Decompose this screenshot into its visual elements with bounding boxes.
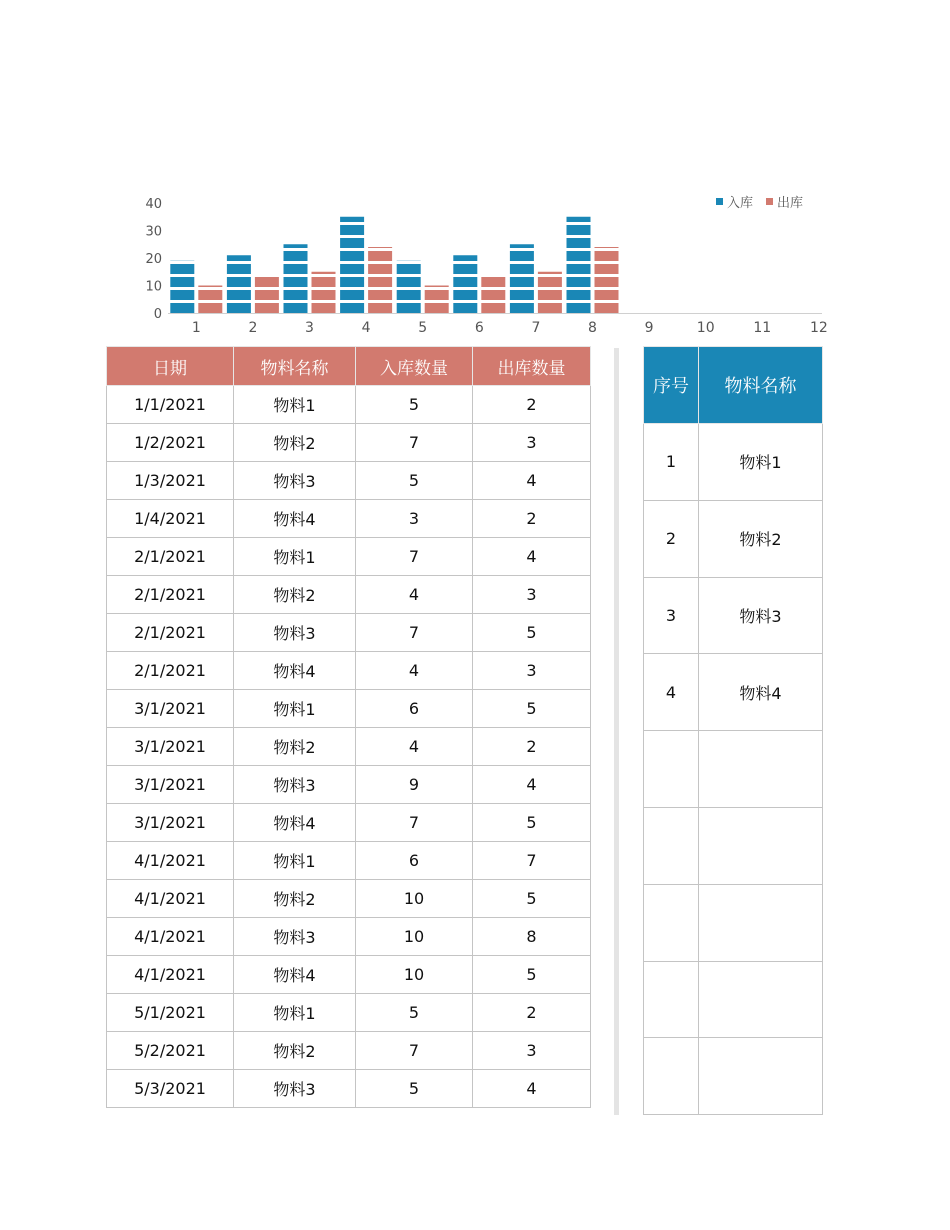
main_table-cell[interactable]: 2 bbox=[473, 994, 591, 1032]
bar-segment bbox=[453, 255, 477, 261]
main_table-cell[interactable]: 7 bbox=[356, 804, 473, 842]
main_table-cell[interactable]: 4 bbox=[356, 652, 473, 690]
table-row bbox=[644, 577, 823, 654]
x-tick-label: 11 bbox=[753, 320, 772, 336]
bar-segment bbox=[170, 290, 194, 300]
main_table-header-cell: 物料名称 bbox=[234, 347, 356, 386]
bar-segment bbox=[340, 264, 364, 274]
bar-outbound bbox=[312, 272, 336, 313]
main_table-cell[interactable]: 3 bbox=[473, 1032, 591, 1070]
table-row bbox=[107, 1032, 591, 1070]
x-tick-label: 10 bbox=[696, 320, 715, 336]
main_table-cell[interactable]: 物料2 bbox=[234, 880, 356, 918]
table-row bbox=[107, 766, 591, 804]
bar-segment bbox=[368, 290, 392, 300]
bar-segment bbox=[227, 255, 251, 261]
bar-segment bbox=[368, 251, 392, 261]
bar-inbound bbox=[453, 255, 477, 313]
x-tick-label: 4 bbox=[361, 320, 371, 336]
bar-segment bbox=[397, 264, 421, 274]
y-tick-label: 20 bbox=[145, 252, 162, 267]
main_table-cell[interactable]: 5 bbox=[356, 462, 473, 500]
y-tick-label: 30 bbox=[145, 224, 162, 240]
divider bbox=[614, 348, 619, 1115]
main_table-cell[interactable]: 3 bbox=[473, 576, 591, 614]
bar-segment bbox=[397, 277, 421, 287]
bar-segment bbox=[340, 217, 364, 222]
bar-outbound bbox=[368, 247, 392, 313]
main_table-cell[interactable]: 7 bbox=[356, 538, 473, 576]
bar-segment bbox=[340, 225, 364, 235]
main_table-cell[interactable]: 物料4 bbox=[234, 652, 356, 690]
bar-segment bbox=[397, 290, 421, 300]
side_table-header-cell: 序号 bbox=[644, 347, 699, 424]
main_table-cell[interactable]: 10 bbox=[356, 918, 473, 956]
side_table-cell[interactable]: 物料3 bbox=[699, 577, 823, 654]
main_table-cell[interactable]: 3/1/2021 bbox=[107, 804, 234, 842]
legend-swatch bbox=[716, 198, 723, 205]
bar-segment bbox=[453, 277, 477, 287]
side_table-header-cell: 物料名称 bbox=[699, 347, 823, 424]
table-row bbox=[107, 690, 591, 728]
bar-segment bbox=[198, 290, 222, 300]
main_table-cell[interactable]: 1/4/2021 bbox=[107, 500, 234, 538]
bar-inbound bbox=[510, 244, 534, 313]
table-row bbox=[644, 807, 823, 884]
bar-segment bbox=[510, 277, 534, 287]
table-row bbox=[107, 462, 591, 500]
bar-segment bbox=[312, 303, 336, 313]
main_table-cell[interactable]: 5 bbox=[473, 614, 591, 652]
table-row bbox=[107, 538, 591, 576]
bar-segment bbox=[227, 290, 251, 300]
main_table-cell[interactable]: 物料2 bbox=[234, 576, 356, 614]
main_table-header-cell: 出库数量 bbox=[473, 347, 591, 386]
bar-segment bbox=[284, 264, 308, 274]
table-row bbox=[644, 500, 823, 577]
bar-segment bbox=[453, 303, 477, 313]
bar-segment bbox=[567, 264, 591, 274]
table-row bbox=[644, 961, 823, 1038]
bar-segment bbox=[510, 290, 534, 300]
main_table-cell[interactable]: 4/1/2021 bbox=[107, 918, 234, 956]
x-tick-label: 8 bbox=[588, 320, 597, 336]
x-tick-label: 6 bbox=[474, 320, 484, 336]
bar-segment bbox=[481, 303, 505, 313]
bar-inbound bbox=[567, 217, 591, 313]
bar-segment bbox=[284, 251, 308, 261]
bar-segment bbox=[567, 277, 591, 287]
main_table-cell[interactable]: 4/1/2021 bbox=[107, 842, 234, 880]
bar-segment bbox=[595, 303, 619, 313]
main_table-cell[interactable]: 4 bbox=[473, 462, 591, 500]
main_table-header-cell: 入库数量 bbox=[356, 347, 473, 386]
main_table-cell[interactable]: 物料1 bbox=[234, 690, 356, 728]
bar-segment bbox=[227, 303, 251, 313]
bar-segment bbox=[595, 264, 619, 274]
bar-segment bbox=[567, 290, 591, 300]
main_table-cell[interactable]: 物料3 bbox=[234, 462, 356, 500]
main_table-cell[interactable]: 物料4 bbox=[234, 804, 356, 842]
table-row bbox=[644, 424, 823, 501]
main_table-cell[interactable]: 10 bbox=[356, 880, 473, 918]
main_table-cell[interactable]: 物料4 bbox=[234, 956, 356, 994]
bar-segment bbox=[284, 244, 308, 248]
side_table-cell[interactable]: 1 bbox=[644, 424, 699, 501]
bar-segment bbox=[170, 303, 194, 313]
main_table-cell[interactable]: 2 bbox=[473, 728, 591, 766]
bar-segment bbox=[284, 290, 308, 300]
bar-segment bbox=[170, 277, 194, 287]
table-row bbox=[107, 576, 591, 614]
bar-segment bbox=[567, 225, 591, 235]
bar-segment bbox=[170, 264, 194, 274]
bar-segment bbox=[595, 290, 619, 300]
side_table-cell[interactable] bbox=[644, 807, 699, 884]
bar-segment bbox=[595, 277, 619, 287]
bar-outbound bbox=[538, 272, 562, 313]
bar-segment bbox=[368, 277, 392, 287]
bar-outbound bbox=[255, 277, 279, 313]
bar-segment bbox=[425, 286, 449, 288]
side_table-cell[interactable]: 2 bbox=[644, 500, 699, 577]
bar-segment bbox=[198, 286, 222, 288]
main_table-cell[interactable]: 4 bbox=[473, 766, 591, 804]
legend-label: 出库 bbox=[777, 196, 804, 211]
x-tick-label: 9 bbox=[644, 320, 654, 336]
main_table-cell[interactable]: 1/3/2021 bbox=[107, 462, 234, 500]
main_table-cell[interactable]: 4 bbox=[473, 1070, 591, 1108]
bar-segment bbox=[538, 303, 562, 313]
main_table-cell[interactable]: 3 bbox=[356, 500, 473, 538]
table-row bbox=[107, 994, 591, 1032]
main_table-cell[interactable]: 6 bbox=[356, 690, 473, 728]
main_table-cell[interactable]: 物料3 bbox=[234, 766, 356, 804]
bar-segment bbox=[397, 303, 421, 313]
bar-segment bbox=[284, 277, 308, 287]
table-row bbox=[107, 956, 591, 994]
bar-outbound bbox=[481, 277, 505, 313]
table-row bbox=[107, 880, 591, 918]
bar-inbound bbox=[284, 244, 308, 313]
main_table-cell[interactable]: 2 bbox=[473, 386, 591, 424]
main_table-cell[interactable]: 8 bbox=[473, 918, 591, 956]
side_table-cell[interactable] bbox=[644, 1038, 699, 1115]
main_table-cell[interactable]: 2/1/2021 bbox=[107, 576, 234, 614]
bar-segment bbox=[425, 290, 449, 300]
inventory-table bbox=[106, 346, 591, 1108]
bar-segment bbox=[368, 264, 392, 274]
main_table-cell[interactable]: 5 bbox=[473, 690, 591, 728]
main_table-cell[interactable]: 5 bbox=[356, 994, 473, 1032]
main_table-cell[interactable]: 物料3 bbox=[234, 918, 356, 956]
legend-label: 入库 bbox=[727, 196, 754, 211]
side_table-cell[interactable] bbox=[644, 961, 699, 1038]
table-row bbox=[107, 1070, 591, 1108]
bar-segment bbox=[510, 264, 534, 274]
table-row bbox=[107, 500, 591, 538]
material-table bbox=[643, 346, 823, 1115]
table-row bbox=[107, 804, 591, 842]
main_table-cell[interactable]: 9 bbox=[356, 766, 473, 804]
bar-segment bbox=[538, 272, 562, 274]
bar-segment bbox=[227, 264, 251, 274]
bar-segment bbox=[255, 290, 279, 300]
x-tick-label: 7 bbox=[531, 320, 541, 336]
bar-segment bbox=[595, 247, 619, 248]
bar-inbound bbox=[340, 217, 364, 313]
bar-segment bbox=[567, 303, 591, 313]
x-tick-label: 1 bbox=[191, 320, 201, 336]
main_table-cell[interactable]: 3/1/2021 bbox=[107, 766, 234, 804]
main_table-cell[interactable]: 5/2/2021 bbox=[107, 1032, 234, 1070]
x-tick-label: 12 bbox=[809, 320, 828, 336]
x-tick-label: 5 bbox=[418, 320, 428, 336]
side_table-cell[interactable] bbox=[644, 884, 699, 961]
bar-segment bbox=[510, 303, 534, 313]
side_table-cell[interactable]: 物料4 bbox=[699, 654, 823, 731]
main_table-cell[interactable]: 物料1 bbox=[234, 842, 356, 880]
main_table-cell[interactable]: 5 bbox=[356, 1070, 473, 1108]
bar-segment bbox=[538, 277, 562, 287]
table-row bbox=[644, 731, 823, 808]
table-row bbox=[107, 728, 591, 766]
main_table-cell[interactable]: 2 bbox=[473, 500, 591, 538]
side_table-cell[interactable] bbox=[699, 807, 823, 884]
main_table-cell[interactable]: 2/1/2021 bbox=[107, 538, 234, 576]
y-tick-label: 40 bbox=[145, 197, 162, 212]
main_table-cell[interactable]: 1/1/2021 bbox=[107, 386, 234, 424]
bar-segment bbox=[510, 244, 534, 248]
bar-segment bbox=[567, 217, 591, 222]
side_table-cell[interactable] bbox=[644, 731, 699, 808]
bar-segment bbox=[425, 303, 449, 313]
side_table-cell[interactable]: 物料1 bbox=[699, 424, 823, 501]
bar-segment bbox=[312, 290, 336, 300]
bar-inbound bbox=[227, 255, 251, 313]
side_table-cell[interactable] bbox=[699, 884, 823, 961]
bar-segment bbox=[340, 238, 364, 248]
side_table-cell[interactable] bbox=[699, 1038, 823, 1115]
x-tick-label: 3 bbox=[305, 320, 314, 336]
main_table-cell[interactable]: 3/1/2021 bbox=[107, 690, 234, 728]
main_table-cell[interactable]: 物料2 bbox=[234, 728, 356, 766]
main_table-cell[interactable]: 5/3/2021 bbox=[107, 1070, 234, 1108]
main_table-cell[interactable]: 1/2/2021 bbox=[107, 424, 234, 462]
main_table-cell[interactable]: 3 bbox=[473, 652, 591, 690]
table-row bbox=[107, 652, 591, 690]
main_table-cell[interactable]: 5 bbox=[473, 804, 591, 842]
main_table-cell[interactable]: 7 bbox=[356, 1032, 473, 1070]
bar-segment bbox=[481, 290, 505, 300]
bar-segment bbox=[340, 251, 364, 261]
bar-segment bbox=[453, 264, 477, 274]
bar-segment bbox=[453, 290, 477, 300]
bar-segment bbox=[595, 251, 619, 261]
main_table-cell[interactable]: 物料1 bbox=[234, 994, 356, 1032]
main_table-cell[interactable]: 2/1/2021 bbox=[107, 652, 234, 690]
bar-segment bbox=[255, 303, 279, 313]
main_table-cell[interactable]: 7 bbox=[356, 614, 473, 652]
main_table-cell[interactable]: 物料3 bbox=[234, 1070, 356, 1108]
bar-outbound bbox=[198, 286, 222, 314]
main_table-cell[interactable]: 物料3 bbox=[234, 614, 356, 652]
table-row bbox=[107, 614, 591, 652]
table-row bbox=[107, 386, 591, 424]
bar-segment bbox=[481, 277, 505, 287]
bar-segment bbox=[567, 251, 591, 261]
bar-inbound bbox=[170, 261, 194, 313]
bar-segment bbox=[368, 247, 392, 248]
main_table-cell[interactable]: 物料1 bbox=[234, 538, 356, 576]
bar-segment bbox=[312, 277, 336, 287]
table-row bbox=[107, 424, 591, 462]
main_table-cell[interactable]: 4 bbox=[356, 728, 473, 766]
bar-segment bbox=[368, 303, 392, 313]
bar-segment bbox=[510, 251, 534, 261]
bar-outbound bbox=[425, 286, 449, 314]
main_table-cell[interactable]: 物料2 bbox=[234, 424, 356, 462]
side_table-cell[interactable] bbox=[699, 961, 823, 1038]
table-row bbox=[644, 654, 823, 731]
bar-segment bbox=[312, 272, 336, 274]
main_table-cell[interactable]: 10 bbox=[356, 956, 473, 994]
main_table-cell[interactable]: 4 bbox=[356, 576, 473, 614]
y-tick-label: 10 bbox=[145, 279, 162, 295]
side_table-cell[interactable]: 物料2 bbox=[699, 500, 823, 577]
table-row bbox=[107, 842, 591, 880]
bar-segment bbox=[198, 303, 222, 313]
bar-segment bbox=[340, 277, 364, 287]
x-tick-label: 2 bbox=[248, 320, 258, 336]
bar-segment bbox=[227, 277, 251, 287]
main_table-cell[interactable]: 6 bbox=[356, 842, 473, 880]
side_table-cell[interactable]: 3 bbox=[644, 577, 699, 654]
y-tick-label: 0 bbox=[153, 307, 162, 322]
table-row bbox=[644, 884, 823, 961]
main_table-cell[interactable]: 物料1 bbox=[234, 386, 356, 424]
bar-segment bbox=[567, 238, 591, 248]
bar-segment bbox=[340, 290, 364, 300]
main_table-cell[interactable]: 4/1/2021 bbox=[107, 956, 234, 994]
bar-chart bbox=[0, 0, 950, 340]
legend-swatch bbox=[766, 198, 773, 205]
main_table-cell[interactable]: 7 bbox=[356, 424, 473, 462]
side_table-cell[interactable]: 4 bbox=[644, 654, 699, 731]
table-row bbox=[644, 1038, 823, 1115]
main_table-cell[interactable]: 7 bbox=[473, 842, 591, 880]
main_table-cell[interactable]: 2/1/2021 bbox=[107, 614, 234, 652]
main_table-cell[interactable]: 4 bbox=[473, 538, 591, 576]
bar-outbound bbox=[595, 247, 619, 313]
main_table-header-cell: 日期 bbox=[107, 347, 234, 386]
main_table-cell[interactable]: 物料4 bbox=[234, 500, 356, 538]
main_table-cell[interactable]: 物料2 bbox=[234, 1032, 356, 1070]
side_table-cell[interactable] bbox=[699, 731, 823, 808]
main_table-cell[interactable]: 3 bbox=[473, 424, 591, 462]
bar-inbound bbox=[397, 261, 421, 313]
table-row bbox=[107, 918, 591, 956]
bar-segment bbox=[284, 303, 308, 313]
main_table-cell[interactable]: 3/1/2021 bbox=[107, 728, 234, 766]
bar-segment bbox=[340, 303, 364, 313]
main_table-cell[interactable]: 5/1/2021 bbox=[107, 994, 234, 1032]
main_table-cell[interactable]: 5 bbox=[473, 956, 591, 994]
main_table-cell[interactable]: 5 bbox=[473, 880, 591, 918]
bar-segment bbox=[538, 290, 562, 300]
main_table-cell[interactable]: 5 bbox=[356, 386, 473, 424]
main_table-cell[interactable]: 4/1/2021 bbox=[107, 880, 234, 918]
bar-segment bbox=[255, 277, 279, 287]
